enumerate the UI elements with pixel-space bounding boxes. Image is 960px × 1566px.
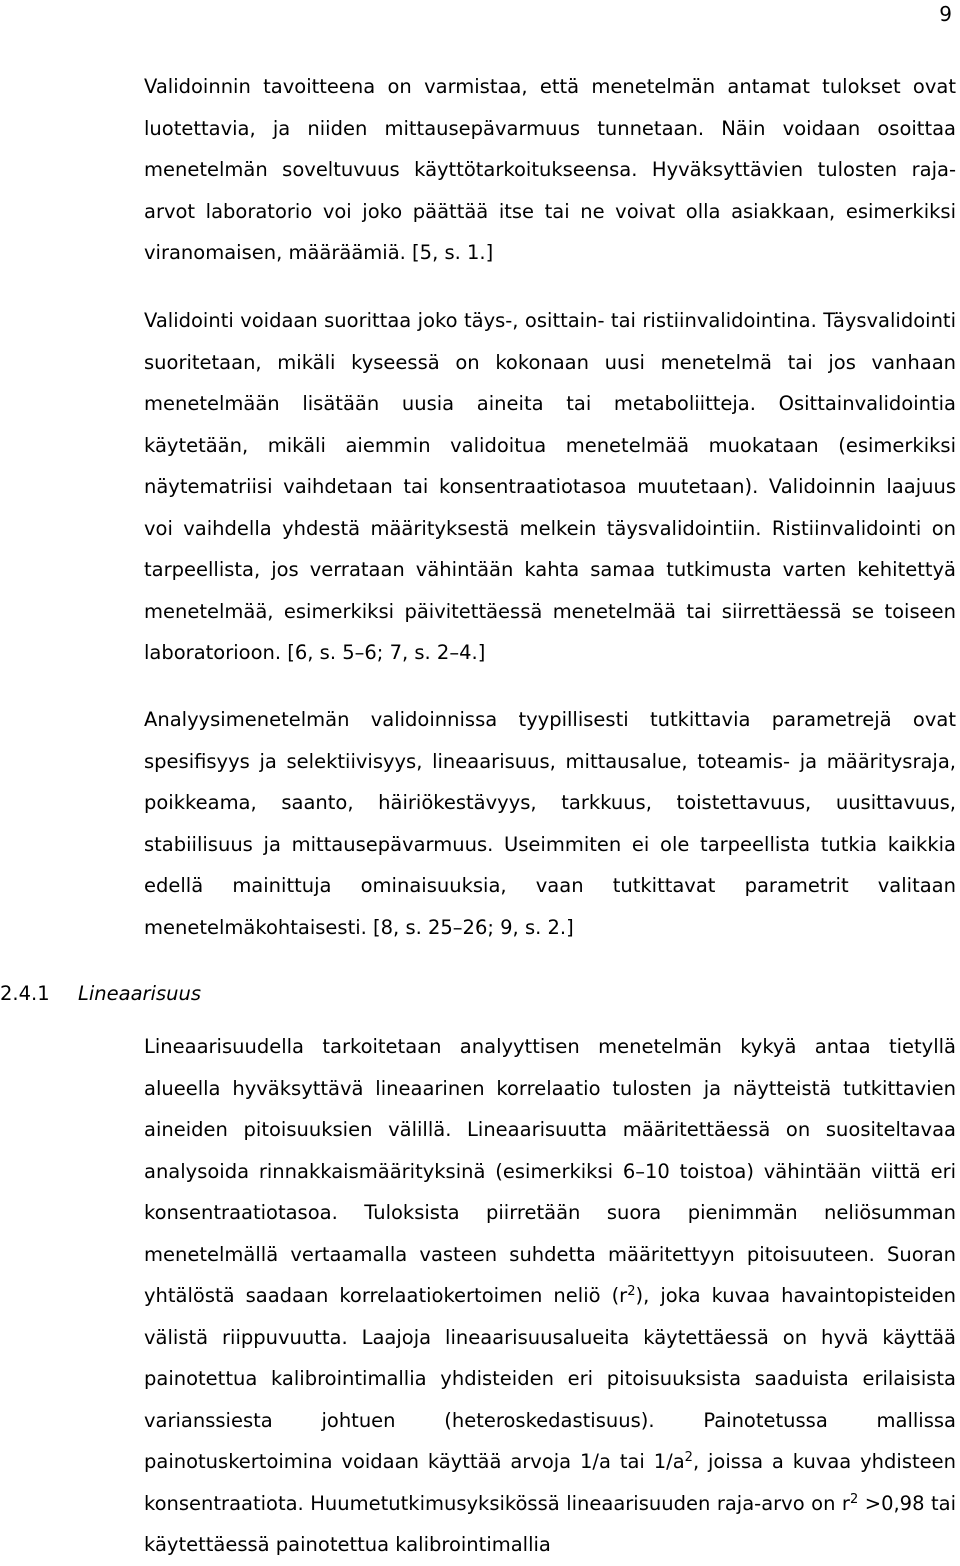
linearity-paragraph — [144, 1026, 956, 1566]
text-run: , joissa a kuvaa yhdisteen konsentraatiota. Huumetutkimusyksikössä lineaarisuuden raja-arvo on r — [144, 1450, 956, 1515]
paragraph-text — [144, 1026, 956, 1566]
text-run: >0,98 tai käytettäessä painotettua kalibrointimallia — [144, 1491, 956, 1556]
validation-types-paragraph — [144, 300, 956, 674]
paragraph-text: Validoinnin tavoitteena on varmistaa, että menetelmän antamat tulokset ovat luotettavia, ja niiden mittausepävarmuus tunnetaan. Näin voidaan osoittaa menetelmän soveltuvuus käyttötarkoitukseensa. Hyväksyttävien tulosten raja-arvot laboratorio voi joko päättää itse tai ne voivat olla asiakkaan, esimerkiksi viranomaisen, määräämiä. [5, s. 1.] — [144, 75, 956, 264]
text-run: ), joka kuvaa havaintopisteiden välistä riippuvuutta. Laajoja lineaarisuusalueita käytettäessä on hyvä käyttää painotettua kalibrointimallia yhdisteiden eri pitoisuuksista saaduista erilaisista varianssiesta johtuen (heteroskedastisuus). Painotetussa mallissa painotuskertoimina voidaan käyttää arvoja 1/a tai 1/a — [144, 1284, 957, 1473]
page-number: 9 — [939, 2, 952, 26]
paragraph-text: Analyysimenetelmän validoinnissa tyypillisesti tutkittavia parametrejä ovat spesifisyys ja selektiivisyys, lineaarisuus, mittausalue, toteamis- ja määritysraja, poikkeama, saanto, häiriökestävyys, tarkkuus, toistettavuus, uusittavuus, stabiilisuus ja mittausepävarmuus. Useimmiten ei ole tarpeellista tutkia kaikkia edellä mainittuja ominaisuuksia, vaan tutkittavat parametrit valitaan menetelmäkohtaisesti. [8, s. 25–26; 9, s. 2.] — [144, 708, 956, 939]
superscript: 2 — [627, 1284, 636, 1299]
validation-purpose-paragraph — [144, 66, 956, 274]
paragraph-text: Validointi voidaan suorittaa joko täys-, osittain- tai ristiinvalidointina. Täysvalidointi suoritetaan, mikäli kyseessä on kokonaan uusi menetelmä tai jos vanhaan menetelmään lisätään uusia aineita tai metaboliitteja. Osittainvalidointia käytetään, mikäli aiemmin validoitua menetelmää muokataan (esimerkiksi näytematriisi vaihdetaan tai konsentraatiotasoa muutetaan). Validoinnin laajuus voi vaihdella yhdestä määrityksestä melkein täysvalidointiin. Ristiinvalidointi on tarpeellista, jos verrataan vähintään kahta samaa tutkimusta varten kehitettyä menetelmää, esimerkiksi päivitettäessä menetelmää tai siirrettäessä se toiseen laboratorioon. [6, s. 5–6; 7, s. 2–4.] — [144, 309, 956, 664]
section-title: Lineaarisuus — [78, 982, 202, 1005]
validation-parameters-paragraph — [144, 699, 956, 948]
section-heading — [0, 976, 201, 1012]
section-number: 2.4.1 — [0, 982, 50, 1005]
text-run: Lineaarisuudella tarkoitetaan analyyttisen menetelmän kykyä antaa tietyllä alueella hyväksyttävä lineaarinen korrelaatio tulosten ja näytteistä tutkittavien aineiden pitoisuuksien välillä. Lineaarisuutta määritettäessä on suositeltavaa analysoida rinnakkaismäärityksinä (esimerkiksi 6–10 toistoa) vähintään viittä eri konsentraatiotasoa. Tuloksista piirretään suora pienimmän neliösumman menetelmällä vertaamalla vasteen suhdetta määritettyyn pitoisuuteen. Suoran yhtälöstä saadaan korrelaatiokertoimen neliö (r — [144, 1035, 956, 1307]
superscript: 2 — [684, 1450, 693, 1465]
superscript: 2 — [849, 1491, 859, 1507]
